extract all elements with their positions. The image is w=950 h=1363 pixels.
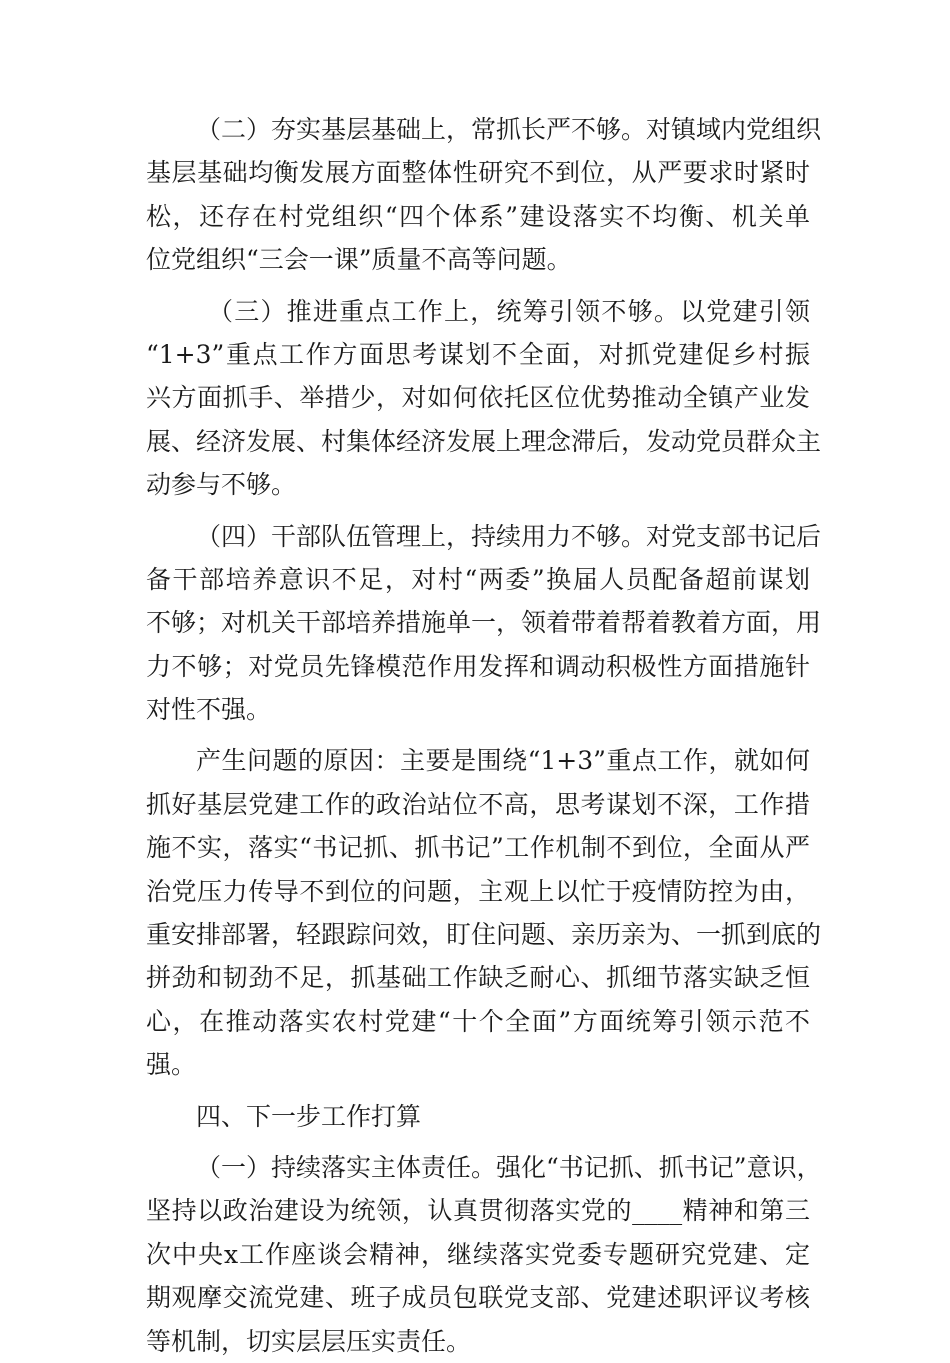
text-line: 位党组织“三会一课”质量不高等问题。 <box>146 245 572 275</box>
text-line: 施不实，落实“书记抓、抓书记”工作机制不到位，全面从严 <box>146 833 810 863</box>
text-line: 展、经济发展、村集体经济发展上理念滞后，发动党员群众主 <box>146 426 822 456</box>
text-line: 拼劲和韧劲不足，抓基础工作缺乏耐心、抓细节落实缺乏恒 <box>146 963 810 993</box>
text-line: 备干部培养意识不足，对村“两委”换届人员配备超前谋划 <box>146 564 810 594</box>
section-heading: 四、下一步工作打算 <box>196 1101 422 1131</box>
text-line: 心，在推动落实农村党建“十个全面”方面统筹引领示范不 <box>146 1006 810 1036</box>
section-heading-4 <box>146 1095 810 1138</box>
paragraph-section-4-1 <box>146 1146 822 1363</box>
text-line: 等机制，切实层层压实责任。 <box>146 1326 472 1356</box>
text-line: “1+3”重点工作方面思考谋划不全面，对抓党建促乡村振 <box>146 339 810 369</box>
text-line: 基层基础均衡发展方面整体性研究不到位，从严要求时紧时 <box>146 158 810 188</box>
text-line: 期观摩交流党建、班子成员包联党支部、党建述职评议考核 <box>146 1283 810 1313</box>
paragraph-section-2-3 <box>146 290 822 507</box>
text-line: 重安排部署，轻跟踪问效，盯住问题、亲历亲为、一抓到底的 <box>146 920 822 950</box>
document-body <box>146 108 822 1363</box>
text-line: 强。 <box>146 1050 197 1080</box>
text-line: （二）夯实基层基础上，常抓长严不够。对镇域内党组织 <box>196 115 822 144</box>
text-line: 兴方面抓手、举措少，对如何依托区位优势推动全镇产业发 <box>146 383 810 413</box>
text-line: 力不够；对党员先锋模范作用发挥和调动积极性方面措施针 <box>146 651 810 681</box>
text-line: 坚持以政治建设为统领，认真贯彻落实党的____精神和第三 <box>146 1196 810 1226</box>
paragraph-causes <box>146 739 822 1086</box>
paragraph-section-2-2 <box>146 108 822 282</box>
text-line: （三）推进重点工作上，统筹引领不够。以党建引领 <box>208 296 810 326</box>
paragraph-section-2-4 <box>146 515 822 732</box>
text-line: 对性不强。 <box>146 695 272 725</box>
text-line: 动参与不够。 <box>146 470 297 500</box>
text-line: 次中央x工作座谈会精神，继续落实党委专题研究党建、定 <box>146 1239 810 1269</box>
text-line: 不够；对机关干部培养措施单一，领着带着帮着教着方面，用 <box>146 608 822 638</box>
text-line: 治党压力传导不到位的问题，主观上以忙于疫情防控为由， <box>146 876 810 906</box>
text-line: （四）干部队伍管理上，持续用力不够。对党支部书记后 <box>196 521 822 551</box>
text-line: 产生问题的原因：主要是围绕“1+3”重点工作，就如何 <box>196 746 810 776</box>
text-line: 抓好基层党建工作的政治站位不高，思考谋划不深，工作措 <box>146 789 810 819</box>
text-line: 松，还存在村党组织“四个体系”建设落实不均衡、机关单 <box>146 201 810 231</box>
text-line: （一）持续落实主体责任。强化“书记抓、抓书记”意识， <box>196 1152 822 1182</box>
